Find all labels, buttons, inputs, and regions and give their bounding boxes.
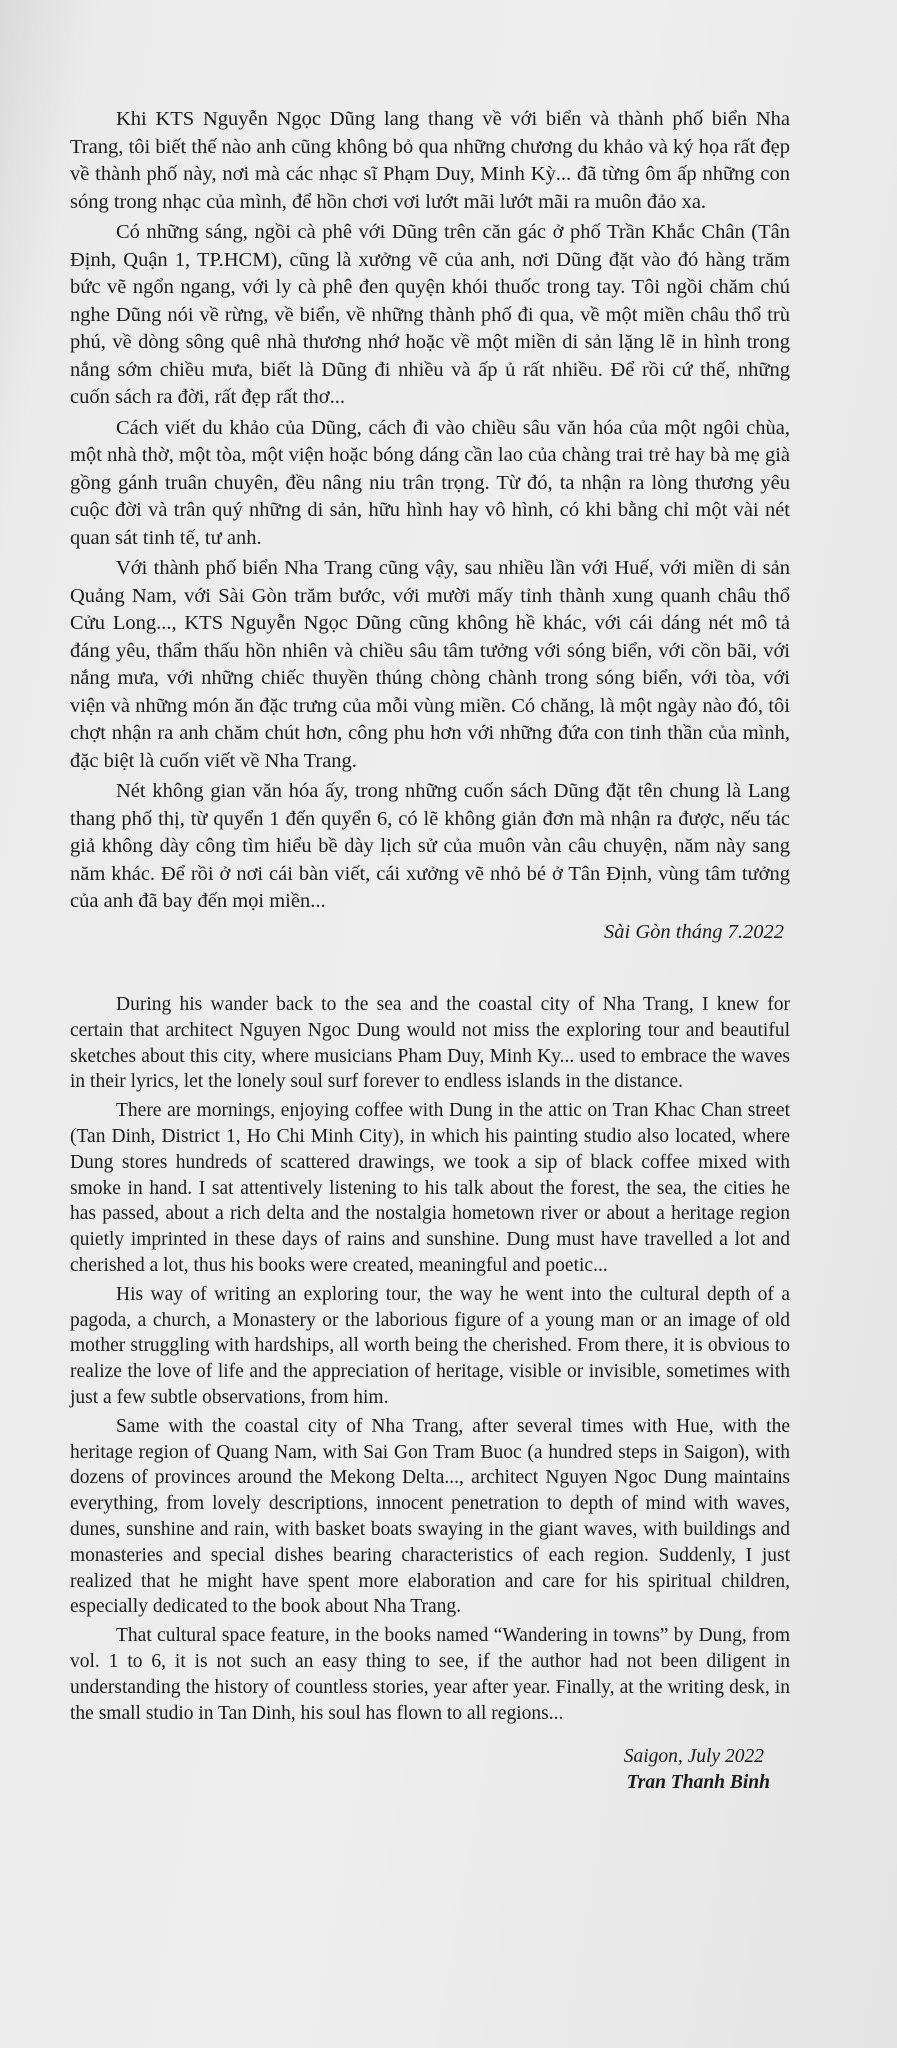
en-paragraph-4: Same with the coastal city of Nha Trang, after several times with Hue, with the heritage region of Quang Nam, with Sai Gon Tram Buoc (a hundred steps in Saigon), with dozens of provinces around the Mekong Delta..., architect Nguyen Ngoc Dung maintains everything, from lovely descriptions, innocent penetration to depth of mind with waves, dunes, sunshine and rain, with basket boats swaying in the giant waves, with buildings and monasteries and special dishes bearing characteristics of each region. Suddenly, I just realized that he might have spent more elaboration and care for his spiritual children, especially dedicated to the book about Nha Trang. [70, 1415, 790, 1618]
en-paragraph-3: His way of writing an exploring tour, the way he went into the cultural depth of a pagoda, a church, a Monastery or the laborious figure of a young man or an image of old mother struggling with hardships, all worth being the cherished. From there, it is obvious to realize the love of life and the appreciation of heritage, visible or invisible, sometimes with just a few subtle observations, from him. [70, 1283, 790, 1408]
en-paragraph-1: During his wander back to the sea and the coastal city of Nha Trang, I knew for certain that architect Nguyen Ngoc Dung would not miss the exploring tour and beautiful sketches about this city, where musicians Pham Duy, Minh Ky... used to embrace the waves in their lyrics, let the lonely soul surf forever to endless islands in the distance. [70, 994, 790, 1093]
vi-paragraph-2: Có những sáng, ngồi cà phê với Dũng trên căn gác ở phố Trần Khắc Chân (Tân Định, Quận 1, TP.HCM), cũng là xưởng vẽ của anh, nơi Dũng đặt vào đó hàng trăm bức vẽ ngổn ngang, với ly cà phê đen quyện khói thuốc trong tay. Tôi ngồi chăm chú nghe Dũng nói về rừng, về biển, về những thành phố đi qua, về một miền châu thổ trù phú, về dòng sông quê nhà thương nhớ hoặc về một miền di sản lặng lẽ in hình trong nắng sớm chiều mưa, biết là Dũng đi nhiều và ấp ủ rất nhiều. Để rồi cứ thế, những cuốn sách ra đời, rất đẹp rất thơ... [70, 221, 790, 408]
vietnamese-text [70, 106, 790, 980]
en-paragraph-5: That cultural space feature, in the books named “Wandering in towns” by Dung, from vol. 1 to 6, it is not such an easy thing to see, if the author had not been diligent in understanding the history of countless stories, year after year. Finally, at the writing desk, in the small studio in Tan Dinh, his soul has flown to all regions... [70, 1625, 790, 1724]
en-paragraph-2: There are mornings, enjoying coffee with Dung in the attic on Tran Khac Chan street (Tan Dinh, District 1, Ho Chi Minh City), in which his painting studio also located, where Dung stores hundreds of scattered drawings, we took a sip of black coffee mixed with smoke in hand. I sat attentively listening to his talk about the forest, the sea, the cities he has passed, about a rich delta and the nostalgia hometown river or about a heritage region quietly imprinted in these days of rains and sunshine. Dung must have travelled a lot and cherished a lot, thus his books were created, meaningful and poetic... [70, 1100, 790, 1276]
en-place-date: Saigon, July 2022 [623, 1746, 764, 1768]
en-author: Tran Thanh Binh [626, 1772, 770, 1794]
english-text [70, 992, 790, 1796]
vi-paragraph-3: Cách viết du khảo của Dũng, cách đi vào chiều sâu văn hóa của một ngôi chùa, một nhà thờ, một tòa, một viện hoặc bóng dáng cần lao của chàng trai trẻ hay bà mẹ già gồng gánh truân chuyên, đều nâng niu trân trọng. Từ đó, ta nhận ra lòng thương yêu cuộc đời và trân quý những di sản, hữu hình hay vô hình, có khi bằng chỉ một vài nét quan sát tinh tế, tư anh. [70, 416, 790, 549]
vi-paragraph-4: Với thành phố biển Nha Trang cũng vậy, sau nhiều lần với Huế, với miền di sản Quảng Nam, với Sài Gòn trăm bước, với mười mấy tỉnh thành xung quanh châu thổ Cửu Long..., KTS Nguyễn Ngọc Dũng cũng không hề khác, với cái dáng nét mô tả đáng yêu, thẩm thấu hồn nhiên và chiều sâu tâm tưởng với sóng biển, với cồn bãi, với nắng mưa, với những chiếc thuyền thúng chòng chành trong sóng biển, với tòa, với viện và những món ăn đặc trưng của mỗi vùng miền. Có chăng, là một ngày nào đó, tôi chợt nhận ra anh chăm chút hơn, công phu hơn với những đứa con tinh thần của mình, đặc biệt là cuốn viết về Nha Trang. [70, 557, 790, 772]
vi-signature: Sài Gòn tháng 7.2022 [604, 920, 784, 943]
vi-paragraph-1: Khi KTS Nguyễn Ngọc Dũng lang thang về với biển và thành phố biển Nha Trang, tôi biết thế nào anh cũng không bỏ qua những chương du khảo và ký họa rất đẹp về thành phố này, nơi mà các nhạc sĩ Phạm Duy, Minh Kỳ... đã từng ôm ấp những con sóng trong nhạc của mình, để hồn chơi vơi lướt mãi lướt mãi ra muôn đảo xa. [70, 108, 790, 213]
vi-paragraph-5: Nét không gian văn hóa ấy, trong những cuốn sách Dũng đặt tên chung là Lang thang phố thị, từ quyển 1 đến quyển 6, có lẽ không giản đơn mà nhận ra được, nếu tác giả không dày công tìm hiểu bề dày lịch sử của muôn vàn câu chuyện, năm này sang năm khác. Để rồi ở nơi cái bàn viết, cái xưởng vẽ nhỏ bé ở Tân Định, vùng tâm tưởng của anh đã bay đến mọi miền... [70, 780, 790, 912]
